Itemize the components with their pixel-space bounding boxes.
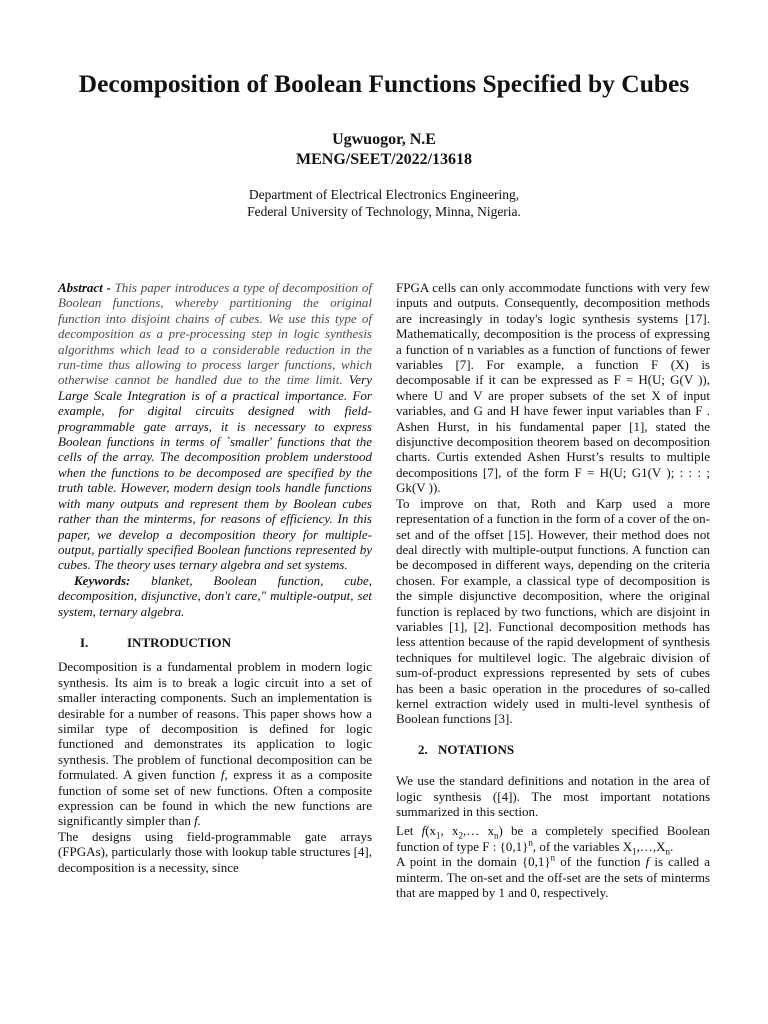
subscript: n <box>494 831 499 841</box>
subscript: 1 <box>436 831 441 841</box>
left-column <box>58 280 372 875</box>
abstract-part2: Very Large Scale Integration is of a practical importance. For example, for digital circuits designed with field-programmable gate arrays, it is necessary to express Boolean functions in terms of `smaller' functions that the cells of the array. The decomposition problem understood when the functions to be decomposed are specified by the truth table. However, modern design tools handle functions with many outputs and represent them by Boolean cubes rather than the minterms, for reasons of efficiency. In this paper, we develop a decomposition theory for multiple-output, partially specified Boolean functions represented by cubes. The theory uses ternary algebra and set systems. <box>58 372 373 573</box>
intro-paragraph-2-start <box>58 829 372 875</box>
function-symbol: f <box>645 854 650 870</box>
intro-paragraph-2-continued <box>396 280 710 496</box>
function-symbol: f, <box>220 767 228 783</box>
notations-text: Let <box>396 823 414 839</box>
author-name: Ugwuogor, N.E <box>332 131 436 148</box>
affiliation-department: Department of Electrical Electronics Engineering, <box>248 187 520 202</box>
affiliation <box>0 186 768 220</box>
affiliation-university: Federal University of Technology, Minna, Nigeria. <box>247 204 521 219</box>
notations-text: ,…,X <box>636 838 666 854</box>
section-number: I. <box>80 634 89 650</box>
function-symbol: f. <box>194 813 201 829</box>
superscript: n <box>550 852 556 863</box>
section-title: INTRODUCTION <box>127 634 232 650</box>
abstract-part1: This paper introduces a type of decomposition of Boolean functions, whereby partitioning the original function into disjoint chains of cubes. We use this type of decomposition as a pre-processing step in logic synthesis algorithms which lead to a considerable reduction in the run-time thus allowing to process larger functions, which otherwise cannot be handled due to the time limit. <box>58 280 372 388</box>
function-symbol: f <box>421 823 426 839</box>
notations-text: (x <box>425 823 437 839</box>
keywords <box>58 573 372 619</box>
section-heading-introduction <box>80 635 372 650</box>
notations-paragraph-1: We use the standard definitions and notation in the area of logic synthesis ([4]). The most important notations summarized in this section. <box>396 773 710 819</box>
abstract <box>58 280 372 573</box>
notations-text: ,… x <box>463 823 494 839</box>
registration-number: MENG/SEET/2022/13618 <box>295 151 473 168</box>
notations-text: ) be a completely specified Boolean function of type F : {0,1} <box>396 823 711 854</box>
notations-text: . <box>670 838 674 854</box>
notations-text: A point in the domain {0,1} <box>396 854 551 870</box>
right-column <box>396 280 710 900</box>
notations-text: of the function <box>560 854 641 870</box>
intro-paragraph-1 <box>58 659 372 828</box>
notations-paragraph-2 <box>396 823 711 857</box>
notations-text: is called a minterm. The on-set and the off-set are the sets of minterms that are mapped by 1 and 0, respectively. <box>396 854 711 901</box>
paper-title: Decomposition of Boolean Functions Specified by Cubes <box>78 69 690 98</box>
subscript: n <box>665 846 671 857</box>
keywords-label: Keywords: <box>74 572 131 588</box>
subscript: 1 <box>632 846 637 857</box>
superscript: n <box>528 837 533 848</box>
intro-text: Decomposition is a fundamental problem in modern logic synthesis. Its aim is to break a logic circuit into a set of smaller interacting components. Such an implementation is desirable for a number of reasons. This paper shows how a similar type of decomposition is defined for logic functioned and demonstrates its application to logic synthesis. The problem of functional decomposition can be formulated. A given function <box>58 659 372 783</box>
section-number: 2. <box>418 741 428 757</box>
intro-text: The designs using field-programmable gate arrays (FPGAs), particularly those with lookup table structures [4], decomposition is a necessity, since <box>58 828 372 875</box>
intro-text: FPGA cells can only accommodate functions with very few inputs and outputs. Consequently, decomposition methods are increasingly in today's logic synthesis systems [17]. Mathematically, decomposition is the process of expressing a function of n variables as a function of functions of fewer variables [7]. For example, a function F (X) is decomposable if it can be expressed as F = H(U; G(V )), where U and V are proper subsets of the set X of input variables, and G and H have fewer input variables than F . Ashen Hurst, in his fundamental paper [1], stated the disjunctive decomposition theorem based on decomposition charts. Curtis extended Ashen Hurst’s results to multiple decompositions [7], of the form F = H(U; G1(V ); : : : ; Gk(V )). <box>396 280 710 496</box>
abstract-label: Abstract - <box>58 280 111 295</box>
notations-text: , x <box>440 823 459 839</box>
section-title: NOTATIONS <box>438 741 515 757</box>
subscript: 2 <box>458 831 464 841</box>
intro-paragraph-3: To improve on that, Roth and Karp used a more representation of a function in the form of a cover of the on-set and of the offset [15]. However, their method does not deal directly with multiple-output functions. A function can be decomposed in different ways, depending on the criteria chosen. For example, a classical type of decomposition is the simple disjunctive decomposition, where the original function is replaced by two functions, which are disjoint in variables [1], [2]. Functional decomposition methods has less attention because of the rapid development of synthesis techniques for multilevel logic. The algebraic division of sum-of-product expressions represented by sets of cubes has been a basic operation in the procedures of so-called kernel extraction widely used in multi-level synthesis of Boolean functions [3]. <box>396 495 710 727</box>
intro-text: express it as a composite function of some set of new functions. Often a composite expression can be found in which the new functions are significantly simpler than <box>58 767 372 829</box>
keywords-text: blanket, Boolean function, cube, decomposition, disjunctive, don't care," multiple-output, set system, ternary algebra. <box>58 572 373 619</box>
section-heading-notations <box>418 742 710 757</box>
notations-paragraph-3 <box>396 854 710 900</box>
notations-text: , of the variables X <box>532 838 633 854</box>
